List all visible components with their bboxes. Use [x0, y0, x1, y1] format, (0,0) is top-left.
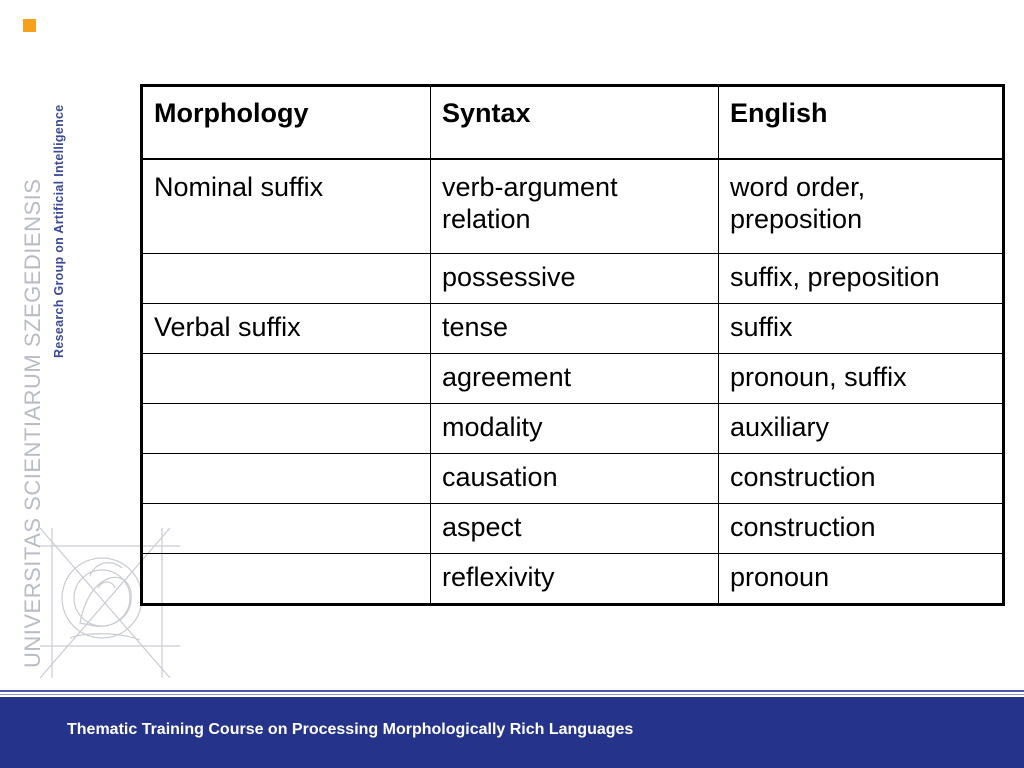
table-row [142, 454, 1004, 504]
footer-title: Thematic Training Course on Processing Morphologically Rich Languages [67, 721, 634, 738]
cell-english: pronoun, suffix [719, 354, 1004, 404]
footer-divider [0, 690, 1024, 692]
morphology-table [140, 84, 1005, 606]
cell-morphology [142, 404, 431, 454]
cell-english: suffix, preposition [719, 254, 1004, 304]
table-row [142, 354, 1004, 404]
cell-morphology [142, 254, 431, 304]
table-row [142, 159, 1004, 254]
cell-morphology [142, 454, 431, 504]
cell-syntax: verb-argument relation [431, 159, 719, 254]
table-header-row [142, 86, 1004, 160]
header-english: English [719, 86, 1004, 160]
header-syntax: Syntax [431, 86, 719, 160]
university-name: UNIVERSITAS SCIENTIARUM SZEGEDIENSIS [20, 178, 45, 668]
table-row [142, 504, 1004, 554]
cell-syntax: modality [431, 404, 719, 454]
accent-square [23, 19, 36, 32]
footer-divider [0, 694, 1024, 695]
cell-morphology: Nominal suffix [142, 159, 431, 254]
cell-morphology: Verbal suffix [142, 304, 431, 354]
header-morphology: Morphology [142, 86, 431, 160]
cell-english: suffix [719, 304, 1004, 354]
footer-bar [0, 697, 1024, 768]
cell-syntax: tense [431, 304, 719, 354]
table-row [142, 404, 1004, 454]
cell-english: auxiliary [719, 404, 1004, 454]
table-row [142, 254, 1004, 304]
cell-english: word order, preposition [719, 159, 1004, 254]
cell-syntax: agreement [431, 354, 719, 404]
cell-syntax: aspect [431, 504, 719, 554]
table-row [142, 554, 1004, 605]
cell-syntax: possessive [431, 254, 719, 304]
cell-morphology [142, 504, 431, 554]
cell-morphology [142, 554, 431, 605]
cell-syntax: causation [431, 454, 719, 504]
cell-syntax: reflexivity [431, 554, 719, 605]
cell-english: construction [719, 504, 1004, 554]
table-row [142, 304, 1004, 354]
research-group-name: Research Group on Artificial Intelligence [52, 104, 66, 358]
cell-morphology [142, 354, 431, 404]
cell-english: pronoun [719, 554, 1004, 605]
cell-english: construction [719, 454, 1004, 504]
